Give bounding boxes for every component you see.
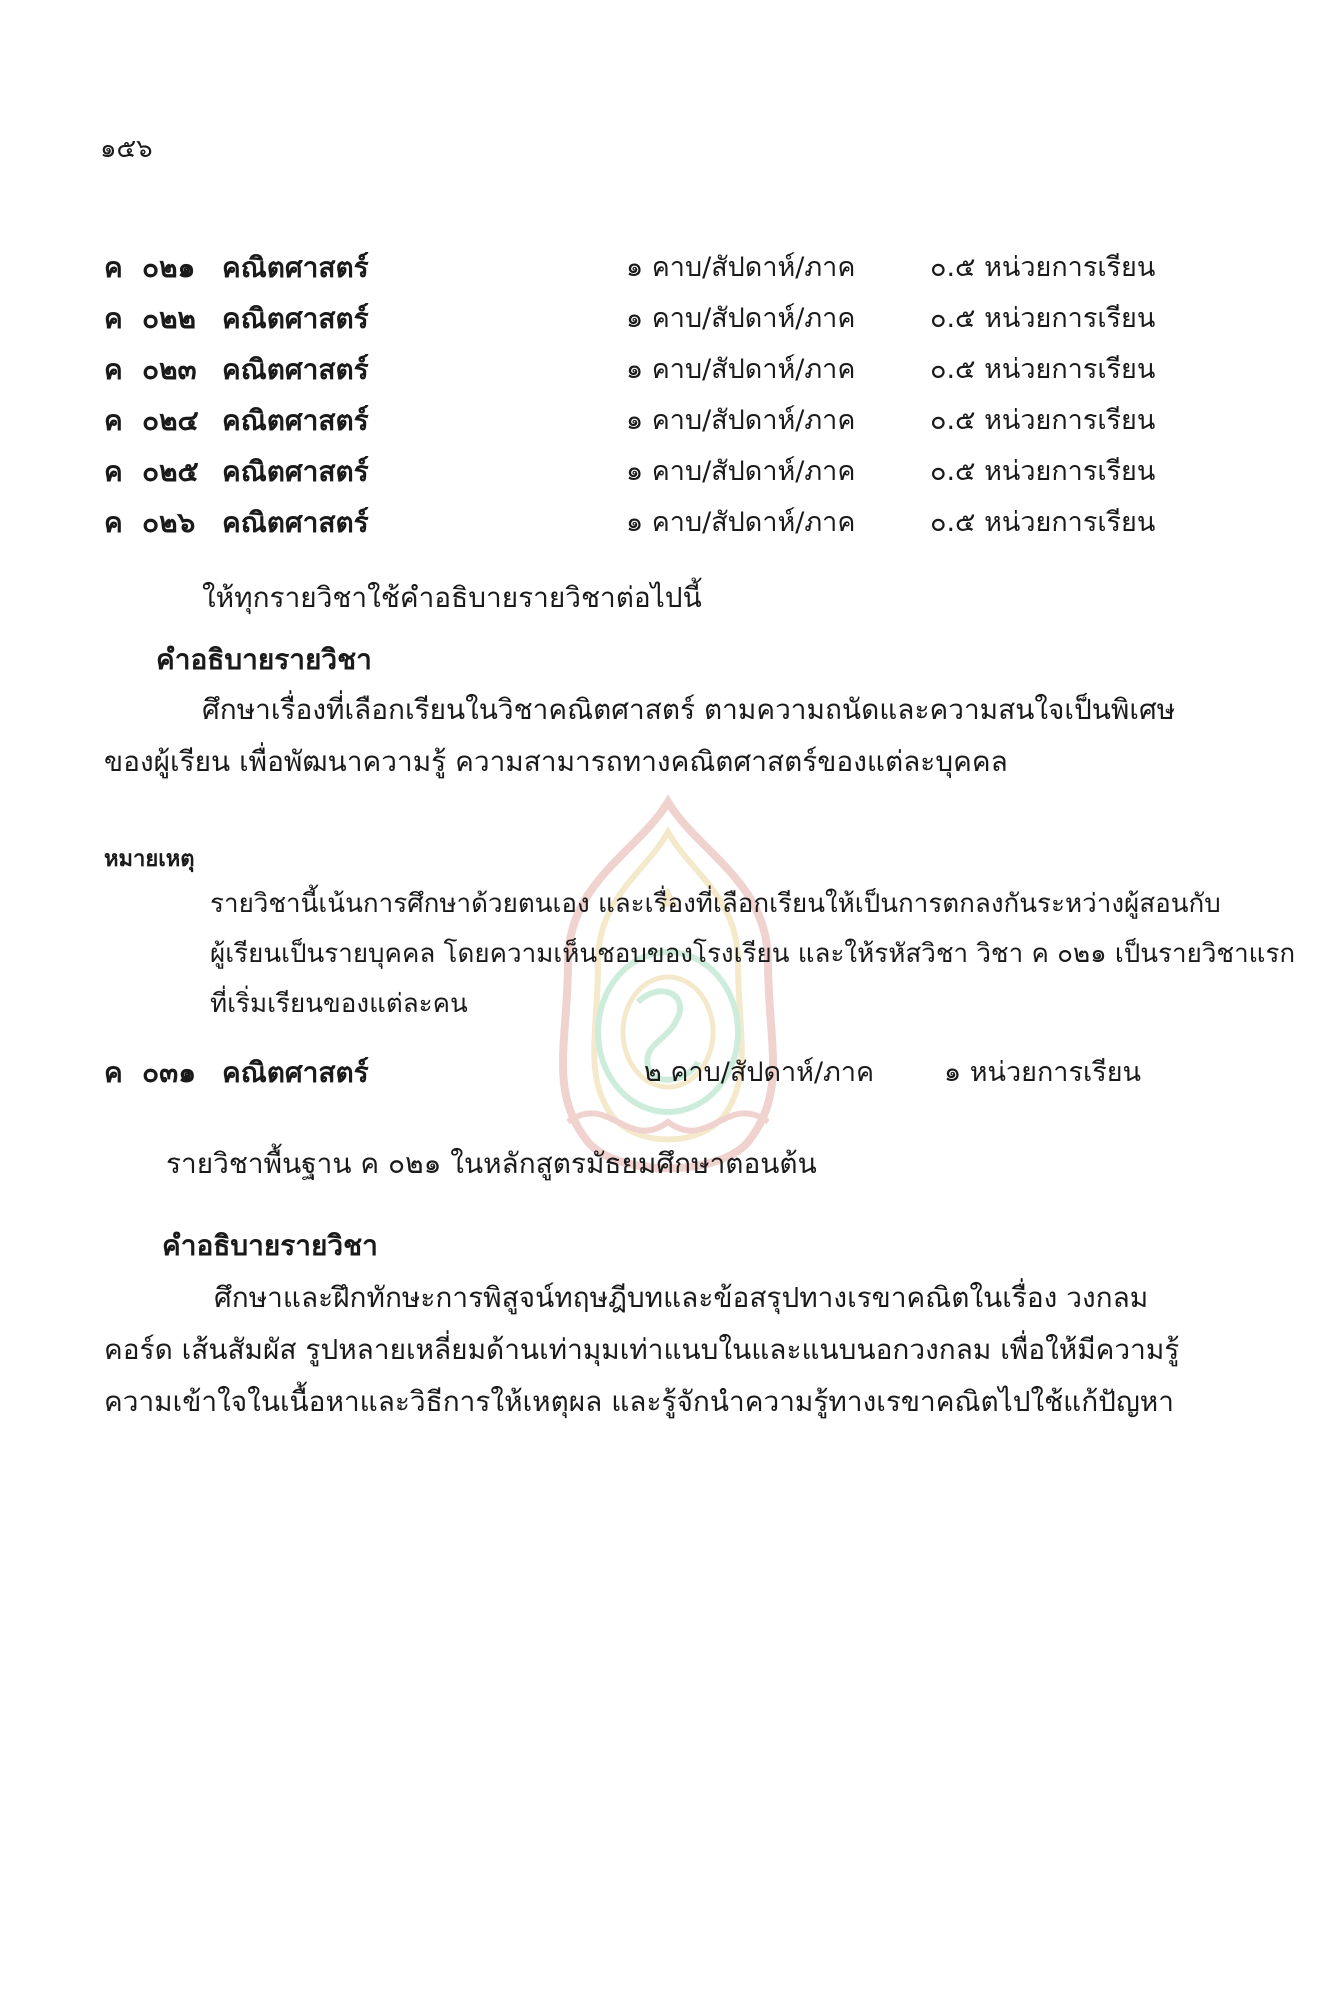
course-row	[104, 401, 1244, 452]
description-line: ศึกษาและฝึกทักษะการพิสูจน์ทฤษฎีบทและข้อสรุปทางเรขาคณิตในเรื่อง วงกลม	[214, 1281, 1149, 1314]
course-hours: ๑ คาบ/สัปดาห์/ภาค	[626, 456, 856, 487]
intro-line: ให้ทุกรายวิชาใช้คำอธิบายรายวิชาต่อไปนี้	[202, 581, 702, 614]
course-name: คณิตศาสตร์	[222, 455, 369, 488]
course-code: ๐๒๔	[142, 404, 199, 437]
course-prefix: ค	[104, 455, 123, 488]
course-prefix: ค	[104, 1056, 123, 1089]
course-code: ๐๓๑	[142, 1056, 197, 1089]
course-hours: ๒ คาบ/สัปดาห์/ภาค	[644, 1057, 875, 1088]
course-hours: ๑ คาบ/สัปดาห์/ภาค	[626, 252, 856, 283]
course-prefix: ค	[104, 251, 123, 284]
note-heading: หมายเหตุ	[104, 847, 195, 872]
description-heading: คำอธิบายรายวิชา	[156, 643, 372, 676]
course-row	[104, 299, 1244, 350]
course-credits: ๐.๕ หน่วยการเรียน	[930, 405, 1156, 436]
course-name: คณิตศาสตร์	[222, 404, 369, 437]
course-name: คณิตศาสตร์	[222, 506, 369, 539]
course-name: คณิตศาสตร์	[222, 302, 369, 335]
course-row	[104, 452, 1244, 503]
course-credits: ๐.๕ หน่วยการเรียน	[930, 252, 1156, 283]
course-credits: ๐.๕ หน่วยการเรียน	[930, 354, 1156, 385]
course-credits: ๐.๕ หน่วยการเรียน	[930, 507, 1156, 538]
course-code: ๐๒๓	[142, 353, 197, 386]
school-emblem-watermark-icon	[528, 792, 808, 1192]
prerequisite-line: รายวิชาพื้นฐาน ค ๐๒๑ ในหลักสูตรมัธยมศึกษาตอนต้น	[166, 1147, 817, 1180]
description-heading: คำอธิบายรายวิชา	[162, 1229, 378, 1262]
course-name: คณิตศาสตร์	[222, 353, 369, 386]
course-hours: ๑ คาบ/สัปดาห์/ภาค	[626, 354, 856, 385]
course-credits: ๐.๕ หน่วยการเรียน	[930, 303, 1156, 334]
course-hours: ๑ คาบ/สัปดาห์/ภาค	[626, 507, 856, 538]
course-row	[104, 350, 1244, 401]
course-name: คณิตศาสตร์	[222, 251, 369, 284]
description-line: ศึกษาเรื่องที่เลือกเรียนในวิชาคณิตศาสตร์ ตามความถนัดและความสนใจเป็นพิเศษ	[202, 693, 1176, 726]
course-code: ๐๒๖	[142, 506, 196, 539]
course-prefix: ค	[104, 353, 123, 386]
course-code: ๐๒๑	[142, 251, 196, 284]
course-header	[104, 1053, 1244, 1097]
course-code: ๐๒๕	[142, 455, 199, 488]
note-line: ผู้เรียนเป็นรายบุคคล โดยความเห็นชอบของโรงเรียน และให้รหัสวิชา วิชา ค ๐๒๑ เป็นรายวิชาแรก	[210, 939, 1296, 969]
course-row	[104, 248, 1244, 299]
description-line: ของผู้เรียน เพื่อพัฒนาความรู้ ความสามารถทางคณิตศาสตร์ของแต่ละบุคคล	[104, 745, 1008, 778]
description-line: คอร์ด เส้นสัมผัส รูปหลายเหลี่ยมด้านเท่ามุมเท่าแนบในและแนบนอกวงกลม เพื่อให้มีความรู้	[104, 1333, 1180, 1366]
course-prefix: ค	[104, 302, 123, 335]
course-code: ๐๒๒	[142, 302, 197, 335]
note-line: รายวิชานี้เน้นการศึกษาด้วยตนเอง และเรื่องที่เลือกเรียนให้เป็นการตกลงกันระหว่างผู้สอนกับ	[210, 889, 1221, 919]
course-credits: ๐.๕ หน่วยการเรียน	[930, 456, 1156, 487]
course-credits: ๑ หน่วยการเรียน	[944, 1057, 1141, 1088]
note-line: ที่เริ่มเรียนของแต่ละคน	[210, 989, 468, 1019]
course-row	[104, 503, 1244, 554]
course-name: คณิตศาสตร์	[222, 1056, 369, 1089]
course-prefix: ค	[104, 506, 123, 539]
course-hours: ๑ คาบ/สัปดาห์/ภาค	[626, 303, 856, 334]
course-hours: ๑ คาบ/สัปดาห์/ภาค	[626, 405, 856, 436]
description-line: ความเข้าใจในเนื้อหาและวิธีการให้เหตุผล และรู้จักนำความรู้ทางเรขาคณิตไปใช้แก้ปัญหา	[104, 1385, 1174, 1418]
course-prefix: ค	[104, 404, 123, 437]
page-number: ๑๕๖	[100, 134, 153, 164]
course-list	[104, 248, 1244, 554]
